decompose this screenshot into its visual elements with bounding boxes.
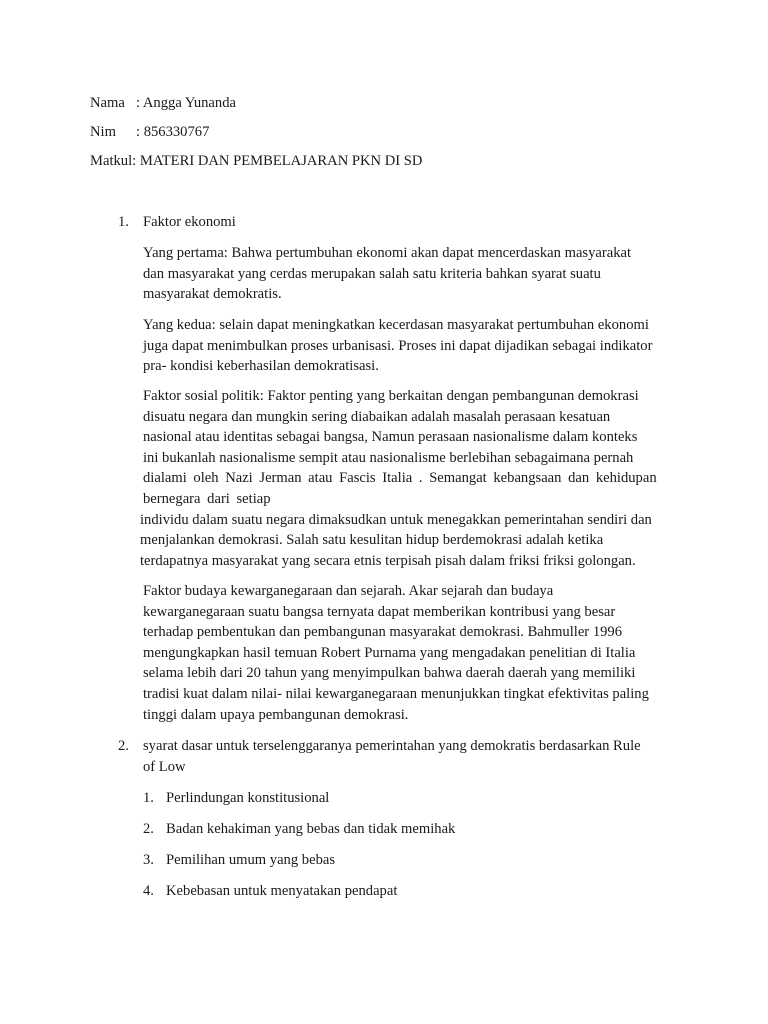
paragraph-line: syarat dasar untuk terselenggaranya pemerintahan yang demokratis berdasarkan Rule	[143, 738, 641, 754]
paragraph-line: of Low	[143, 758, 186, 775]
section-2-title	[143, 736, 683, 777]
matkul-label: Matkul	[90, 153, 133, 169]
list-item: Kebebasan untuk menyatakan pendapat	[166, 883, 398, 899]
paragraph-line: Yang kedua: selain dapat meningkatkan kecerdasan masyarakat pertumbuhan ekonomi	[143, 317, 649, 333]
section-1-title: Faktor ekonomi	[143, 214, 236, 230]
paragraph-line: pra- kondisi keberhasilan demokratisasi.	[143, 358, 379, 375]
list-item-number: 4.	[143, 883, 154, 899]
matkul-value: : MATERI DAN PEMBELAJARAN PKN DI SD	[132, 153, 423, 169]
nama-label: Nama	[90, 95, 125, 111]
paragraph-line: Yang pertama: Bahwa pertumbuhan ekonomi akan dapat mencerdaskan masyarakat	[143, 245, 632, 261]
paragraph-line: masyarakat demokratis.	[143, 286, 282, 303]
paragraph-line: terdapatnya masyarakat yang secara etnis terpisah pisah dalam friksi friksi golongan.	[140, 552, 636, 569]
paragraph-faktor-budaya	[143, 581, 683, 725]
paragraph-line: bernegara dari setiap	[143, 490, 271, 507]
nim-value: : 856330767	[136, 124, 210, 140]
paragraph-yang-pertama	[143, 243, 683, 305]
paragraph-line: selama lebih dari 20 tahun yang menyimpulkan bahwa daerah daerah yang memiliki	[143, 665, 636, 682]
paragraph-line: nasional atau identitas sebagai bangsa, Namun perasaan nasionalisme dalam konteks	[143, 429, 638, 446]
paragraph-line: terhadap pembentukan dan pembangunan masyarakat demokrasi. Bahmuller 1996	[143, 624, 623, 641]
paragraph-line: juga dapat menimbulkan proses urbanisasi. Proses ini dapat dijadikan sebagai indikator	[143, 337, 653, 354]
header-nama	[90, 93, 236, 114]
list-item-number: 2.	[143, 821, 154, 837]
list-item: Perlindungan konstitusional	[166, 790, 330, 806]
paragraph-line: Faktor budaya kewarganegaraan dan sejarah. Akar sejarah dan budaya	[143, 583, 554, 599]
paragraph-line: individu dalam suatu negara dimaksudkan untuk menegakkan pemerintahan sendiri dan	[140, 511, 652, 528]
section-1-number: 1.	[118, 214, 129, 230]
paragraph-line: kewarganegaraan suatu bangsa ternyata dapat memberikan kontribusi yang besar	[143, 603, 616, 620]
paragraph-line: mengungkapkan hasil temuan Robert Purnama yang mengadakan penelitian di Italia	[143, 644, 636, 661]
paragraph-faktor-sosial-politik	[140, 386, 683, 571]
nim-label: Nim	[90, 124, 116, 140]
list-item-number: 1.	[143, 790, 154, 806]
paragraph-line: menjalankan demokrasi. Salah satu kesulitan hidup berdemokrasi adalah ketika	[140, 532, 604, 549]
paragraph-line: Faktor sosial politik: Faktor penting yang berkaitan dengan pembangunan demokrasi	[143, 388, 639, 404]
paragraph-line: tradisi kuat dalam nilai- nilai kewarganegaraan menunjukkan tingkat efektivitas paling	[143, 685, 649, 702]
paragraph-line: disuatu negara dan mungkin sering diabaikan adalah masalah perasaan kesatuan	[143, 408, 611, 425]
header-nim	[90, 122, 209, 143]
list-item: Pemilihan umum yang bebas	[166, 852, 336, 868]
paragraph-line: dialami oleh Nazi Jerman atau Fascis Italia . Semangat kebangsaan dan kehidupan	[143, 470, 657, 487]
paragraph-line: ini bukanlah nasionalisme sempit atau nasionalisme berlebihan sebagaimana pernah	[143, 449, 634, 466]
paragraph-yang-kedua	[143, 315, 683, 377]
list-item: Badan kehakiman yang bebas dan tidak memihak	[166, 821, 456, 837]
section-2-number: 2.	[118, 738, 129, 754]
nama-value: : Angga Yunanda	[136, 95, 236, 111]
list-item-number: 3.	[143, 852, 154, 868]
paragraph-line: dan masyarakat yang cerdas merupakan salah satu kriteria bahkan syarat suatu	[143, 265, 601, 282]
paragraph-line: tinggi dalam upaya pembangunan demokrasi.	[143, 706, 409, 723]
header-matkul	[90, 151, 422, 172]
